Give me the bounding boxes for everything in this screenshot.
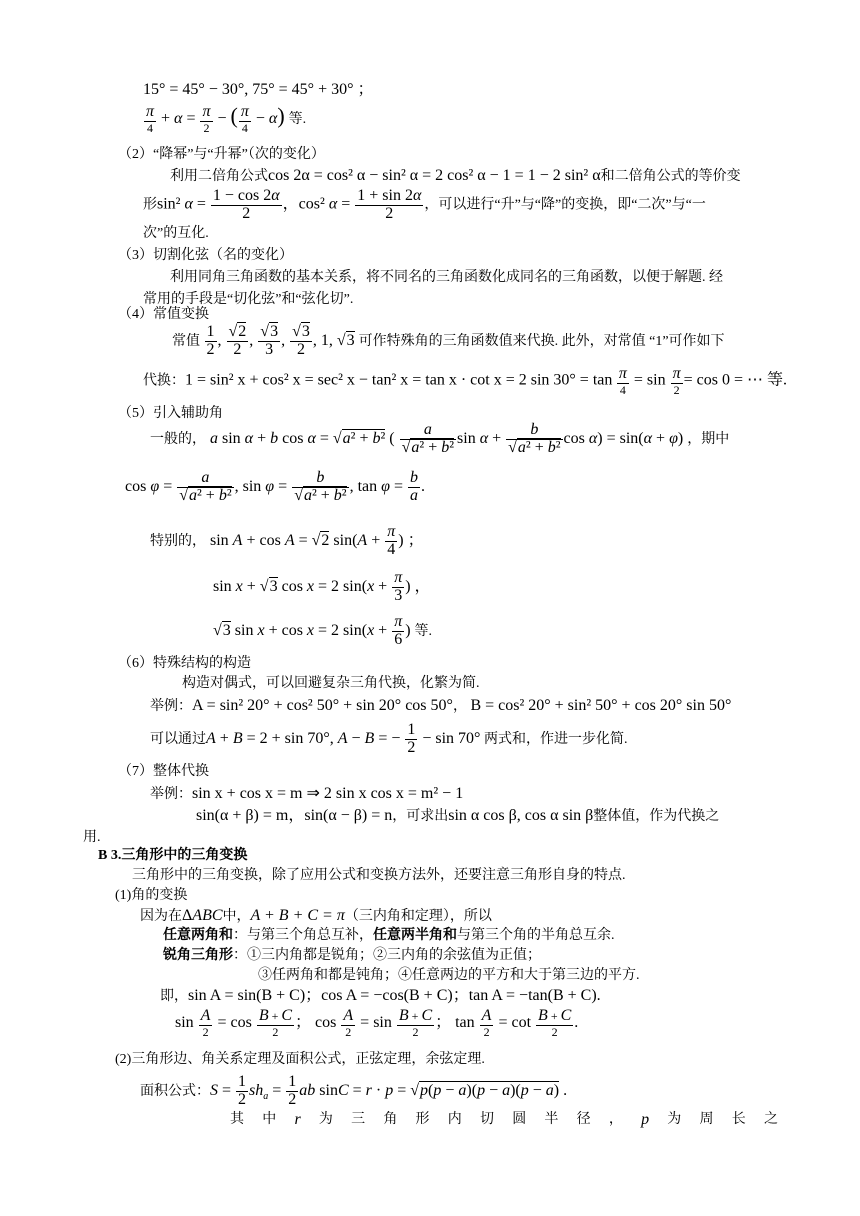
para-tan-to-sin-1: 利用同角三角函数的基本关系，将不同名的三角函数化成同名的三角函数，以便于解题. 经	[170, 270, 723, 285]
area-note-char: ，	[608, 1112, 623, 1127]
area-note-char: 半	[544, 1112, 559, 1127]
area-note-char: 切	[479, 1112, 494, 1127]
heading-tan-to-sin: （3）切割化弦（名的变化）	[118, 248, 293, 263]
formula-area: 面积公式：S = $\frac{1}{2}$ $sh_a$ = $\frac{1}{2}$ ab sinC = r · p = √p(p − a)(p − a)(p − a) .	[140, 1073, 568, 1108]
area-note-char: 为	[318, 1112, 333, 1127]
para-constant-values: 常值 $\frac{1}{2}$ , $\frac{√2}{2}$ , $\frac{√3}{3}$ , $\frac{√3}{2}$ , 1, √3 可作特殊角的三角函数值来代换. 此外，对常值 “1”可作如下	[172, 323, 725, 358]
formula-dual-sum: 可以通过A + B = 2 + sin 70°, A − B = − $\frac{1}{2}$ − sin 70° 两式和，作进一步化简.	[150, 721, 628, 756]
heading-triangle-theorems: (2)三角形边、角关系定理及面积公式，正弦定理，余弦定理.	[115, 1052, 485, 1067]
para-area-note	[230, 1110, 778, 1130]
formula-special-2: sin x + √3 cos x = 2 sin(x + $\frac{\pi}{3}$ ) ，	[213, 569, 431, 604]
area-note-char: 其	[230, 1112, 244, 1127]
para-double-angle-end: 次”的互化.	[143, 226, 209, 241]
heading-constant-substitution: （4）常值变换	[118, 307, 209, 322]
para-dual-form: 构造对偶式，可以回避复杂三角代换，化繁为简.	[182, 676, 480, 691]
heading-angle-transform: (1)角的变换	[115, 888, 188, 903]
area-note-char: 长	[731, 1112, 746, 1127]
formula-half-angle: sin $\frac{A}{2}$ = cos $\frac{B + C}{2}$ ； cos $\frac{A}{2}$ = sin $\frac{B + C}{2}$ ； tan $\frac{A}{2}$ = cot $\frac{B + C}{2}$ .	[175, 1007, 579, 1039]
para-angle-properties: 任意两角和：与第三个角总互补，任意两半角和与第三个角的半角总互余.	[163, 928, 615, 943]
formula-special-3: √3 sin x + cos x = 2 sin(x + $\frac{\pi}{6}$ ) 等.	[213, 613, 433, 648]
formula-dual-example: 举例：A = sin² 20° + cos² 50° + sin 20° cos 50°， B = cos² 20° + sin² 50° + cos 20° sin 50°	[150, 697, 732, 714]
section-title-triangle: B 3.三角形中的三角变换	[98, 848, 248, 863]
formula-triangle-identities: 即，sin A = sin(B + C)；cos A = −cos(B + C)；tan A = −tan(B + C).	[160, 987, 601, 1004]
heading-auxiliary-angle: （5）引入辅助角	[118, 406, 223, 421]
para-acute-triangle: 锐角三角形：①三内角都是锐角；②三内角的余弦值为正值；	[163, 948, 541, 963]
formula-special-1: 特别的， sin A + cos A = √2 sin(A + $\frac{\pi}{4}$ ) ；	[150, 523, 424, 558]
para-acute-triangle-2: ③任两角和都是钝角；④任意两边的平方和大于第三边的平方.	[258, 968, 640, 983]
formula-whole-example-2: sin(α + β) = m，sin(α − β) = n，可求出sin α cos β, cos α sin β整体值，作为代换之	[196, 807, 720, 824]
para-double-angle: 利用二倍角公式cos 2α = cos² α − sin² α = 2 cos² α − 1 = 1 − 2 sin² α和二倍角公式的等价变	[170, 167, 741, 184]
area-note-char: 为	[667, 1112, 682, 1127]
area-note-char: p	[641, 1111, 650, 1128]
area-note-char: 形	[415, 1112, 430, 1127]
heading-special-structure: （6）特殊结构的构造	[118, 656, 251, 671]
heading-whole-substitution: （7）整体代换	[118, 764, 209, 779]
para-whole-end: 用.	[83, 830, 101, 845]
para-tan-to-sin-2: 常用的手段是“切化弦”和“弦化切”.	[143, 292, 354, 307]
formula-whole-example-1: 举例：sin x + cos x = m ⇒ 2 sin x cos x = m² − 1	[150, 785, 464, 802]
formula-angle-complement: $\frac{\pi}{4}$ + α = $\frac{\pi}{2}$ − ( $\frac{\pi}{4}$ − α) 等.	[146, 102, 307, 135]
formula-phi-definition: cos φ = $\frac{a}{\text{√a² + b²}}$ , sin φ = $\frac{b}{\text{√a² + b²}}$ , tan φ = $\frac{b}{a}$ .	[125, 469, 426, 504]
area-note-char: 角	[383, 1112, 398, 1127]
area-note-char: 中	[262, 1112, 277, 1127]
area-note-char: 三	[351, 1112, 366, 1127]
area-note-char: 内	[447, 1112, 462, 1127]
para-angle-sum: 因为在ΔABC中，A + B + C = π（三内角和定理），所以	[140, 907, 492, 924]
para-double-angle-forms: 形sin² α = $\frac{1 - \cos 2\alpha}{2}$ ，cos² α = $\frac{1 + \sin 2\alpha}{2}$ ，可以进行“升”与“降”的变换，即“二次”与“一	[143, 187, 706, 222]
para-constant-one: 代换：1 = sin² x + cos² x = sec² x − tan² x = tan x · cot x = 2 sin 30° = tan $\frac{\pi}{4}$ = sin $\frac{\pi}{2}$ = cos 0 = ⋯ 等.	[143, 365, 787, 397]
area-note-char: 径	[576, 1112, 591, 1127]
area-note-char: r	[294, 1111, 301, 1128]
area-note-char: 圆	[512, 1112, 527, 1127]
formula-auxiliary-angle: 一般的， a sin α + b cos α = √a² + b² ( $\frac{a}{\text{√a² + b²}}$ sin α + $\frac{b}{\text{√a² + b²}}$ cos α) = sin(α + φ) ，期中	[150, 421, 730, 456]
area-note-char: 之	[763, 1112, 778, 1127]
para-triangle-intro: 三角形中的三角变换，除了应用公式和变换方法外，还要注意三角形自身的特点.	[132, 868, 626, 883]
heading-power-reduction: （2）“降幂”与“升幂”（次的变化）	[118, 147, 325, 162]
formula-angle-split: 15° = 45° − 30°, 75° = 45° + 30° ；	[143, 81, 374, 98]
area-note-char: 周	[699, 1112, 714, 1127]
